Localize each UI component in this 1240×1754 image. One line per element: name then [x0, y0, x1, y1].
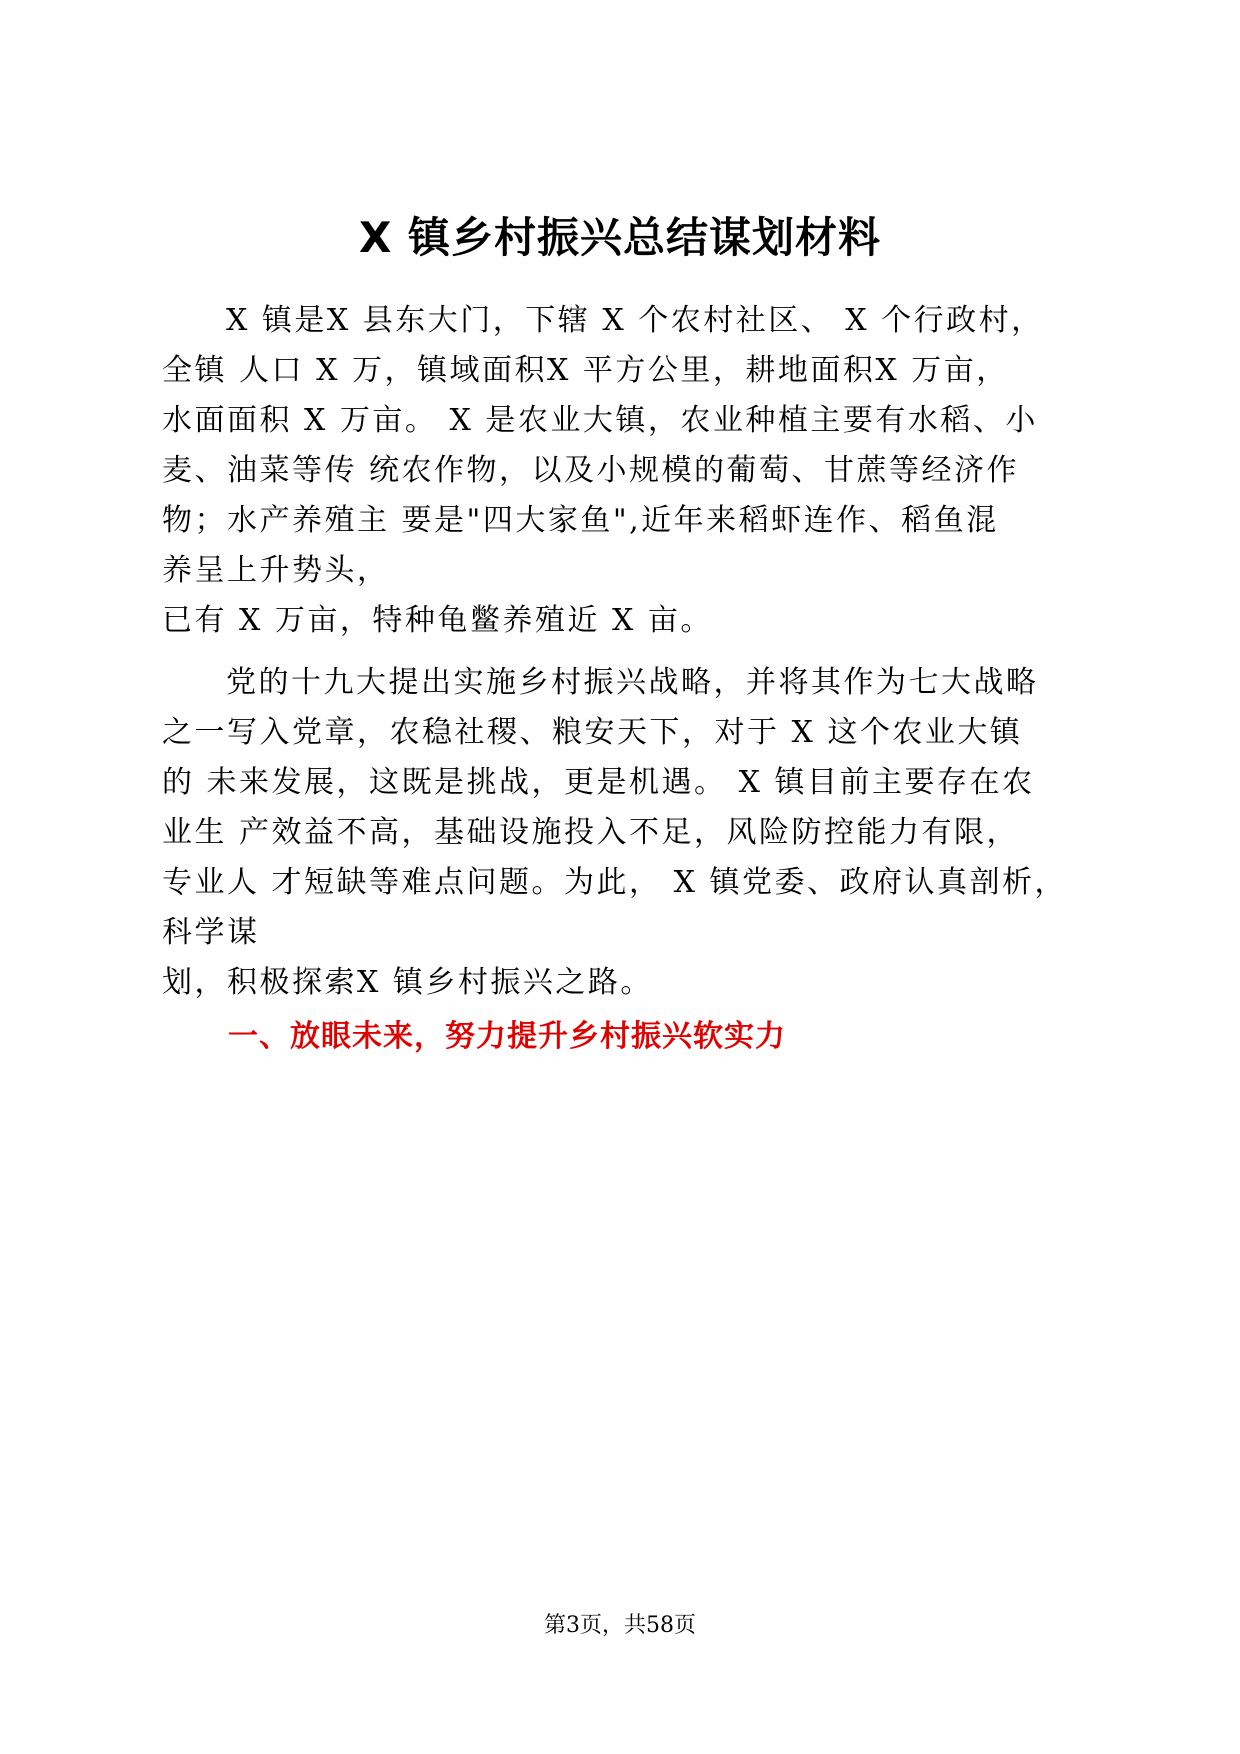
paragraph-line: 之一写入党章，农稳社稷、粮安天下，对于 X 这个农业大镇 [162, 715, 1023, 750]
section-heading: 一、放眼未来，努力提升乡村振兴软实力 [228, 1019, 786, 1054]
paragraph-line: 业生 产效益不高，基础设施投入不足，风险防控能力有限， [162, 815, 1020, 850]
document-title: X 镇乡村振兴总结谋划材料 [358, 213, 881, 262]
page-footer: 第3页，共58页 [544, 1613, 696, 1638]
paragraph-line: 党的十九大提出实施乡村振兴战略，并将其作为七大战略 [226, 665, 1039, 700]
paragraph-line: 划，积极探索X 镇乡村振兴之路。 [162, 965, 653, 1000]
paragraph-line: 专业人 才短缺等难点问题。为此， X 镇党委、政府认真剖析， [162, 865, 1067, 900]
paragraph-line: 科学谋 [162, 915, 260, 950]
paragraph-line: 已有 X 万亩，特种龟鳖养殖近 X 亩。 [162, 603, 713, 638]
paragraph-line: 养呈上升势头， [162, 553, 390, 588]
paragraph-line: 物；水产养殖主 要是"四大家鱼",近年来稻虾连作、稻鱼混 [162, 503, 999, 538]
paragraph-line: 麦、油菜等传 统农作物，以及小规模的葡萄、甘蔗等经济作 [162, 453, 1020, 488]
paragraph-line: X 镇是X 县东大门，下辖 X 个农村社区、 X 个行政村， [226, 303, 1044, 338]
paragraph-line: 的 未来发展，这既是挑战，更是机遇。 X 镇目前主要存在农 [162, 765, 1035, 800]
paragraph-line: 水面面积 X 万亩。 X 是农业大镇，农业种植主要有水稻、小 [162, 403, 1038, 438]
paragraph-line: 全镇 人口 X 万，镇域面积X 平方公里，耕地面积X 万亩， [162, 353, 1009, 388]
